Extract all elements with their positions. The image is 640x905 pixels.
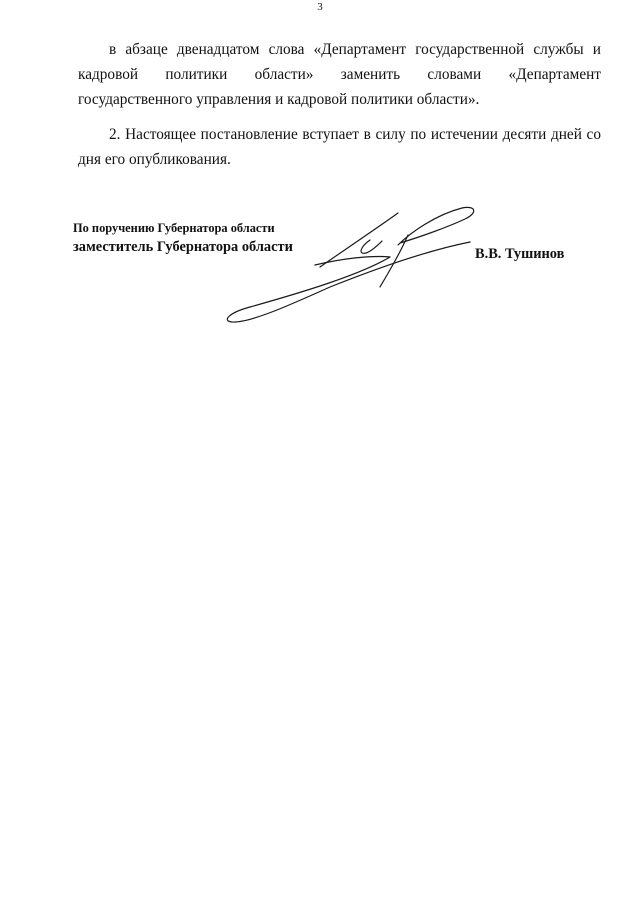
handwritten-signature xyxy=(220,195,490,330)
signatory-authority-line: По поручению Губернатора области xyxy=(73,221,275,235)
paragraph-amendment: в абзаце двенадцатом слова «Департамент государственной службы и кадровой политики области» заменить словами «Департамент государственного управления и кадровой политики области». xyxy=(78,41,601,108)
document-body xyxy=(78,38,601,173)
signatory-position-line: заместитель Губернатора области xyxy=(73,239,293,255)
signatory-name: В.В. Тушинов xyxy=(475,246,565,262)
page-number: 3 xyxy=(317,1,323,13)
paragraph-effective-date: 2. Настоящее постановление вступает в силу по истечении десяти дней со дня его опубликования. xyxy=(78,126,601,169)
